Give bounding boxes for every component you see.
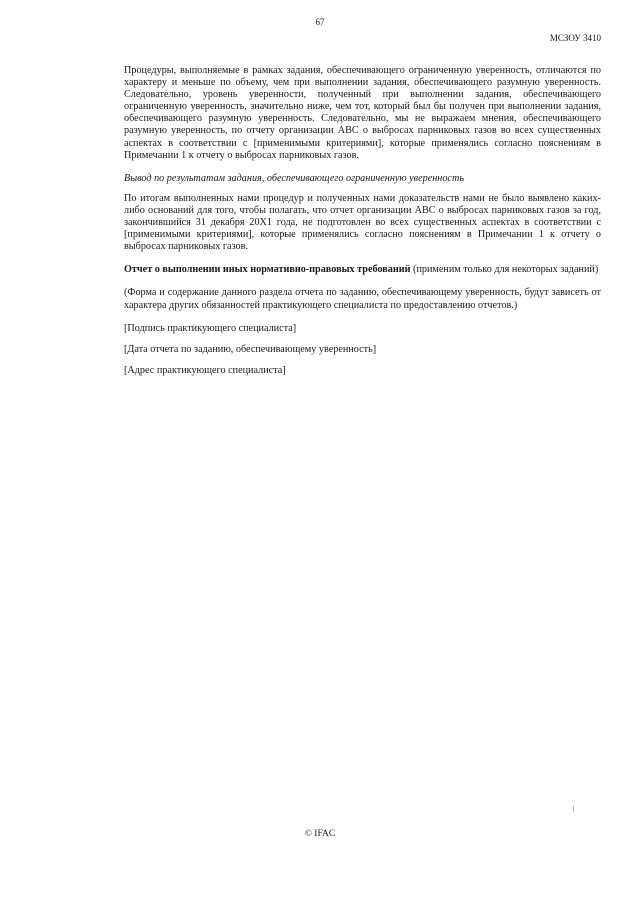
document-code: МСЗОУ 3410 [549, 33, 601, 43]
conclusion-heading: Вывод по результатам задания, обеспечивающего ограниченную уверенность [124, 172, 464, 184]
page-number: 67 [315, 17, 325, 27]
section-heading-other-requirements [124, 264, 601, 276]
paragraph-limited-assurance-procedures: Процедуры, выполняемые в рамках задания, обеспечивающего ограниченную уверенность, отличаются по характеру и меньше по объему, чем при выполнении задания, обеспечивающего разумную уверенность. Следовательно, уровень уверенности, полученный при выполнении задания, обеспечивающего ограниченную уверенность, значительно ниже, чем тот, который был бы получен при выполнении задания, обеспечивающего разумную уверенность. Следовательно, мы не выражаем мнения, обеспечивающего разумную уверенность, по отчету организации АВС о выбросах парниковых газов во всех существенных аспектах в соответствии с [применимыми критериями], которые применялись согласно пояснениям в Примечании 1 к отчету о выбросах парниковых газов. [124, 65, 601, 161]
section-heading-note: (применим только для некоторых заданий) [410, 264, 599, 276]
section-heading-bold: Отчет о выполнении иных нормативно-правовых требований [124, 264, 411, 276]
signature-placeholder: [Подпись практикующего специалиста] [124, 322, 297, 334]
report-date-placeholder: [Дата отчета по заданию, обеспечивающему уверенность] [124, 343, 377, 355]
footer-copyright: © IFAC [304, 829, 336, 839]
document-body [124, 65, 601, 386]
paragraph-form-and-content: (Форма и содержание данного раздела отчета по заданию, обеспечивающему уверенность, будут зависеть от характера других обязанностей практикующего специалиста по предоставлению отчетов.) [124, 287, 601, 311]
address-placeholder: [Адрес практикующего специалиста] [124, 364, 286, 376]
scan-mark [573, 806, 574, 812]
paragraph-conclusion: По итогам выполненных нами процедур и полученных нами доказательств нами не было выявлено каких-либо оснований для того, чтобы полагать, что отчет организации АВС о выбросах парниковых газов за год, закончившийся 31 декабря 20Х1 года, не подготовлен во всех существенных аспектах в соответствии с [применимыми критериями], которые применялись согласно пояснениям в Примечании 1 к отчету о выбросах парниковых газов. [124, 192, 601, 253]
